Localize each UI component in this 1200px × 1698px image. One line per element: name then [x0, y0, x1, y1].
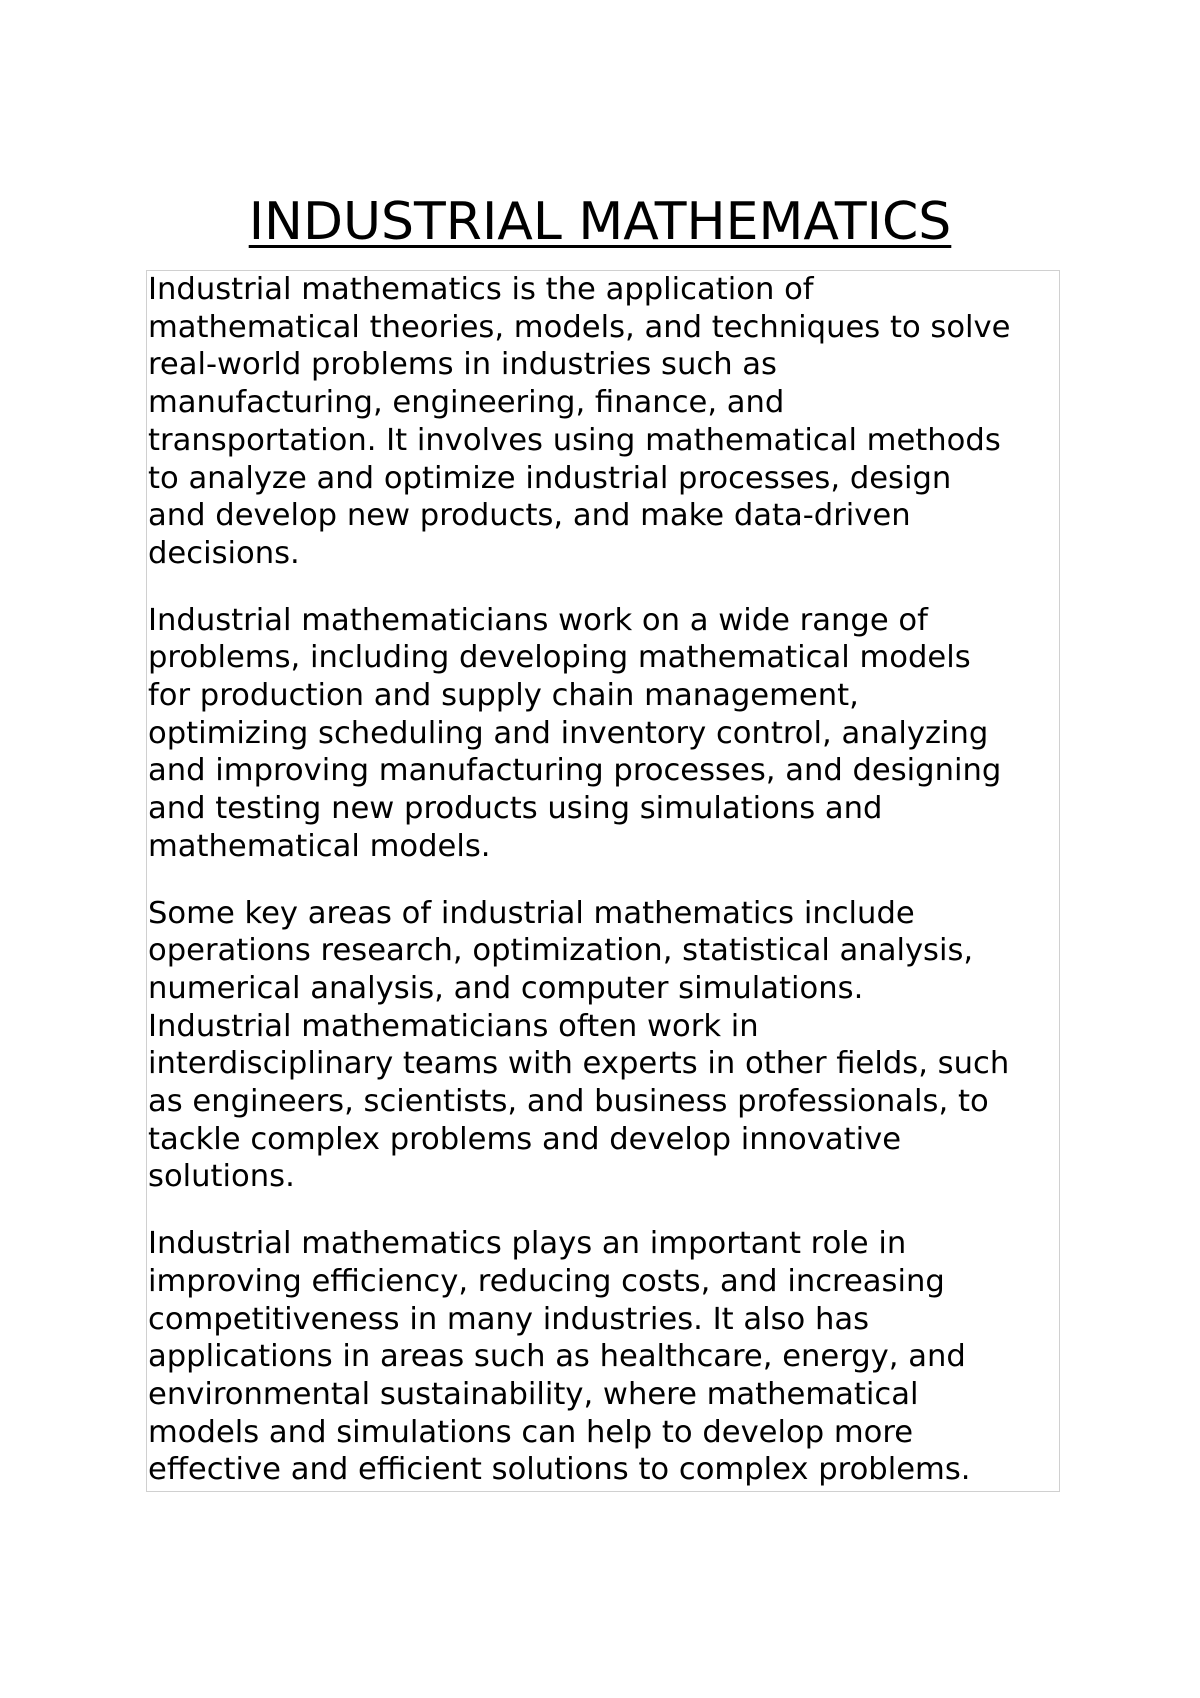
- paragraph-line: models and simulations can help to develop more: [148, 1414, 914, 1450]
- paragraph-line: improving efficiency, reducing costs, and increasing: [148, 1263, 945, 1299]
- paragraph-line: applications in areas such as healthcare, energy, and: [148, 1339, 966, 1375]
- paragraph-line: competitiveness in many industries. It also has: [148, 1301, 870, 1337]
- paragraph-4: [148, 1225, 1059, 1489]
- paragraph-line: tackle complex problems and develop innovative: [148, 1121, 902, 1157]
- paragraph-line: Industrial mathematicians work on a wide range of: [148, 602, 928, 638]
- paragraph-line: Industrial mathematicians often work in: [148, 1008, 759, 1044]
- document-title-text: INDUSTRIAL MATHEMATICS: [248, 192, 952, 252]
- paragraph-line: effective and efficient solutions to complex problems.: [148, 1452, 971, 1488]
- paragraph-line: and improving manufacturing processes, and designing: [148, 753, 1002, 789]
- paragraph-line: as engineers, scientists, and business professionals, to: [148, 1084, 989, 1120]
- paragraph-line: mathematical models.: [148, 828, 491, 864]
- paragraph-line: Some key areas of industrial mathematics include: [148, 895, 915, 931]
- paragraph-line: and develop new products, and make data-driven: [148, 498, 911, 534]
- paragraph-line: mathematical theories, models, and techniques to solve: [148, 309, 1011, 345]
- paragraph-line: numerical analysis, and computer simulations.: [148, 970, 864, 1006]
- paragraph-line: operations research, optimization, statistical analysis,: [148, 933, 974, 969]
- paragraph-line: for production and supply chain management,: [148, 678, 859, 714]
- text-body-box: [146, 270, 1060, 1492]
- paragraph-1: [148, 271, 1059, 573]
- paragraph-line: environmental sustainability, where mathematical: [148, 1376, 919, 1412]
- paragraph-line: decisions.: [148, 535, 300, 571]
- paragraph-line: to analyze and optimize industrial processes, design: [148, 460, 952, 496]
- paragraph-line: manufacturing, engineering, finance, and: [148, 385, 785, 421]
- paragraph-line: and testing new products using simulations and: [148, 791, 883, 827]
- paragraph-2: [148, 602, 1059, 866]
- paragraph-3: [148, 895, 1059, 1197]
- paragraph-line: transportation. It involves using mathematical methods: [148, 422, 1001, 458]
- paragraph-line: problems, including developing mathematical models: [148, 640, 971, 676]
- paragraph-line: interdisciplinary teams with experts in other fields, such: [148, 1046, 1010, 1082]
- paragraph-line: Industrial mathematics plays an important role in: [148, 1226, 907, 1262]
- paragraph-line: real-world problems in industries such as: [148, 347, 777, 383]
- paragraph-line: optimizing scheduling and inventory control, analyzing: [148, 715, 989, 751]
- paragraph-line: Industrial mathematics is the application of: [148, 272, 814, 307]
- paragraph-line: solutions.: [148, 1159, 295, 1195]
- document-title: [0, 190, 1200, 254]
